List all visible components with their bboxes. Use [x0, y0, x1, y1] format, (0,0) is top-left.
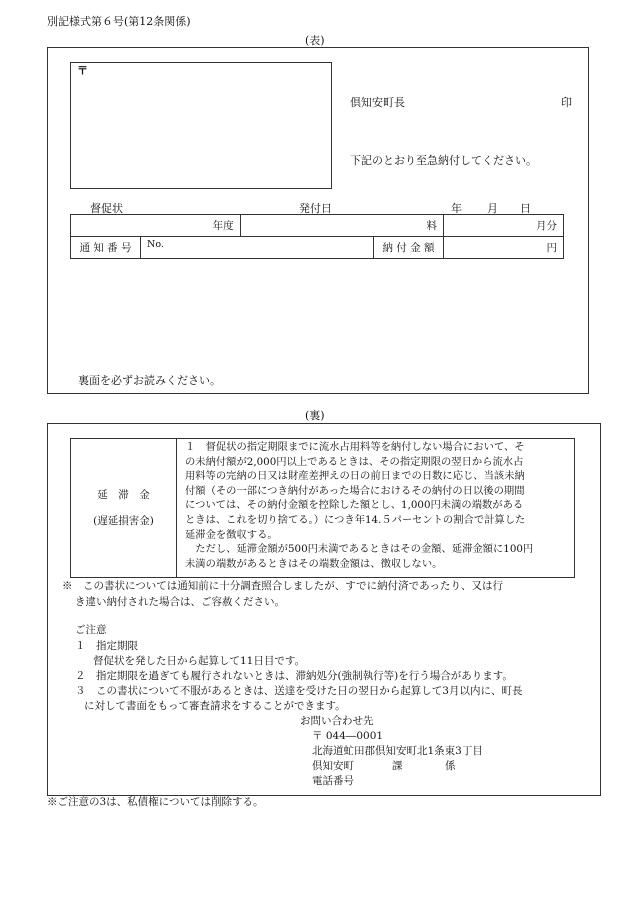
year-label: 年	[451, 202, 462, 215]
notice-no-label: 通 知 番 号	[71, 237, 141, 259]
penalty-line: の未納付額が2,000円以上であるときは、その指定期限の翌日から流水占	[185, 455, 524, 468]
back-label: (裏)	[305, 409, 325, 422]
table-row	[71, 439, 575, 578]
read-back-notice: 裏面を必ずお読みください。	[78, 374, 221, 387]
penalty-sublabel: (遅延損害金)	[93, 515, 154, 527]
penalty-line: については、その納付金額を控除した額とし、1,000円未満の端数がある	[185, 499, 524, 512]
penalty-line: 付額（その一部につき納付があった場合におけるその納付の日以後の期間	[185, 484, 525, 497]
note-1-body: 督促状を発した日から起算して11日目です。	[93, 655, 306, 667]
note-3-line-1: ３ この書状について不服があるときは、送達を受けた日の翌日から起算して3月以内に、町長	[75, 685, 523, 697]
notes-title: ご注意	[75, 624, 107, 636]
address-box	[70, 62, 332, 189]
payment-request: 下記のとおり至急納付してください。	[350, 154, 537, 167]
footer-note: ※ご注意の3は、私債権については削除する。	[47, 796, 264, 808]
office-ka: 課	[392, 760, 403, 772]
penalty-label-cell	[71, 439, 177, 578]
month-label: 月	[487, 202, 498, 215]
notice-no-value: No.	[141, 237, 374, 259]
penalty-text-cell	[177, 439, 575, 578]
day-label: 日	[520, 202, 531, 215]
postal-code: 〒 044―0001	[312, 730, 384, 742]
note-1-title: １ 指定期限	[75, 640, 138, 652]
office-town: 倶知安町	[312, 760, 354, 772]
seal-mark: 印	[561, 96, 572, 109]
penalty-line: 延滞金を徴収する。	[185, 528, 278, 541]
penalty-line: ときは、これを切り捨てる。）につき年14.５パーセントの割合で計算した	[185, 513, 526, 526]
note-2: ２ 指定期限を過ぎても履行されないときは、滞納処分(強制執行等)を行う場合があります。	[75, 670, 513, 682]
contact-address: 北海道虻田郡倶知安町北1条東3丁目	[312, 745, 483, 757]
apology-line-1: ※ この書状については通知前に十分調査照合しましたが、すでに納付済であったり、又は行	[62, 580, 503, 592]
form-label: 別記様式第６号(第12条関係)	[47, 15, 191, 28]
getsubun-cell: 月分	[444, 215, 564, 237]
penalty-table	[70, 438, 575, 578]
notice-table	[70, 214, 564, 259]
phone-label: 電話番号	[312, 775, 354, 787]
penalty-line: 用料等の完納の日又は財産差押えの日の前日までの日数に応じ、当該未納	[185, 470, 525, 483]
table-row	[71, 215, 564, 237]
amount-label: 納 付 金 額	[374, 237, 444, 259]
amount-value: 円	[444, 237, 564, 259]
nendo-cell: 年度	[71, 215, 241, 237]
issue-date-label: 発付日	[299, 202, 332, 215]
office-kakari: 係	[445, 760, 456, 772]
front-label: (表)	[305, 34, 325, 47]
note-3-line-2: に対して書面をもって審査請求をすることができます。	[84, 700, 346, 712]
apology-line-2: き違い納付された場合は、ご容赦ください。	[75, 596, 285, 608]
penalty-label: 延 滞 金	[97, 489, 150, 501]
ryo-cell: 料	[240, 215, 443, 237]
table-row	[71, 237, 564, 259]
penalty-line: １ 督促状の指定期限までに流水占用料等を納付しない場合において、そ	[185, 441, 525, 453]
penalty-line: ただし、延滞金額が500円未満であるときはその金額、延滞金額に100円	[185, 543, 534, 556]
contact-title: お問い合わせ先	[300, 715, 374, 727]
postal-mark: 〒	[77, 64, 88, 77]
mayor-name: 倶知安町長	[350, 96, 405, 109]
penalty-line: 未満の端数があるときはその端数金額は、徴収しない。	[185, 557, 443, 570]
notice-title: 督促状	[90, 202, 123, 215]
